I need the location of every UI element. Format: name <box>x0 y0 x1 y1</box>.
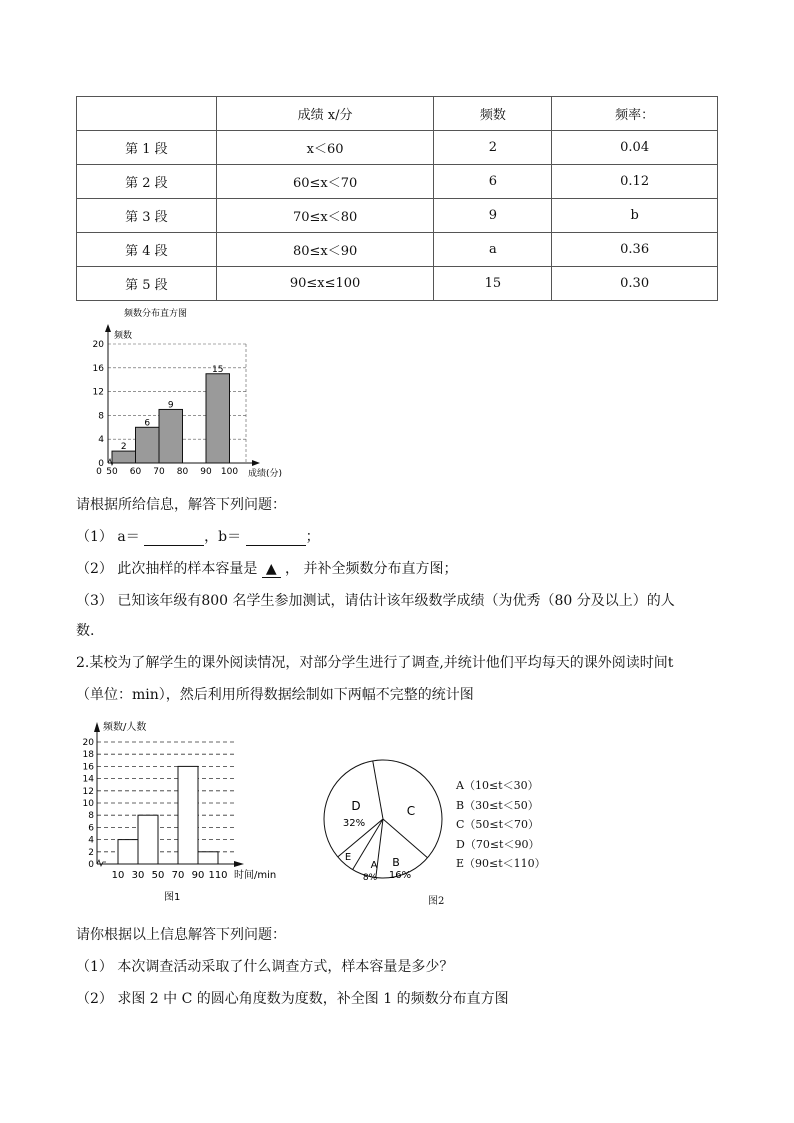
table-header-cell: 频数 <box>434 97 552 131</box>
table-cell: 0.12 <box>552 165 718 199</box>
bar-data-label: 9 <box>167 400 174 411</box>
q2-prefix: （2） 此次抽样的样本容量是 <box>76 561 258 577</box>
problem-2-question-2: （2） 求图 2 中 C 的圆心角度数为度数，补全图 1 的频数分布直方图 <box>76 991 509 1007</box>
histogram-bar <box>178 766 198 864</box>
y-tick-label: 0 <box>88 860 94 870</box>
table-cell: 0.30 <box>552 267 718 301</box>
question-2 <box>76 558 458 578</box>
table-row <box>77 165 718 199</box>
x-tick-label: 110 <box>208 870 228 881</box>
pie-slice-label: D <box>351 799 361 813</box>
x-tick-label: 0 <box>96 467 102 477</box>
y-axis-arrow <box>105 324 111 332</box>
table-cell: b <box>552 199 718 233</box>
pie-slice-label: E <box>344 852 352 863</box>
pie-legend-item: E（90≤t＜110） <box>456 857 546 870</box>
question-intro: 请根据所给信息，解答下列问题： <box>76 497 286 513</box>
x-axis-arrow <box>234 861 244 867</box>
bar-data-label: 6 <box>144 418 151 429</box>
histogram-bar <box>136 427 160 463</box>
figure-1-caption: 图1 <box>164 892 181 903</box>
table-cell: 70≤x＜80 <box>216 199 434 233</box>
y-tick-label: 16 <box>82 762 94 773</box>
y-tick-label: 18 <box>82 750 94 761</box>
q1-mid: ，b＝ <box>204 529 242 545</box>
table-cell: 9 <box>434 199 552 233</box>
score-histogram <box>76 306 296 486</box>
x-tick-label: 100 <box>220 467 239 477</box>
x-axis-arrow <box>252 460 260 466</box>
table-cell: 6 <box>434 165 552 199</box>
q2-end: ， 并补全频数分布直方图； <box>285 561 458 577</box>
y-tick-label: 16 <box>92 363 104 374</box>
y-tick-label: 8 <box>88 811 94 822</box>
x-axis-label: 时间/min <box>234 870 277 881</box>
histogram-bar <box>138 815 158 864</box>
histogram-bar <box>198 852 218 864</box>
table-cell: 0.36 <box>552 233 718 267</box>
table-cell: x＜60 <box>216 131 434 165</box>
question-3-line2: 数. <box>76 623 95 639</box>
pie-legend-item: A（10≤t＜30） <box>456 779 539 792</box>
table-cell: 60≤x＜70 <box>216 165 434 199</box>
y-axis-arrow <box>94 722 100 732</box>
y-tick-label: 2 <box>88 847 94 858</box>
y-tick-label: 10 <box>82 799 94 809</box>
chart-title: 频数分布直方图 <box>124 309 188 319</box>
table-header-cell: 频率： <box>552 97 718 131</box>
table-cell: 第 1 段 <box>77 131 217 165</box>
y-tick-label: 6 <box>88 823 94 834</box>
x-tick-label: 90 <box>200 467 212 477</box>
y-tick-label: 8 <box>98 411 104 422</box>
table-header-cell <box>77 97 217 131</box>
table-row <box>77 233 718 267</box>
y-tick-label: 4 <box>98 435 104 446</box>
answer-blank-b[interactable] <box>246 531 306 546</box>
pie-legend-item: C（50≤t＜70） <box>456 818 540 831</box>
pie-slice-label: A <box>370 860 378 871</box>
table-cell: 90≤x≤100 <box>216 267 434 301</box>
table-row <box>77 131 718 165</box>
q1-prefix: （1） a＝ <box>76 529 140 545</box>
histogram-bar <box>206 374 230 463</box>
table-cell: 第 3 段 <box>77 199 217 233</box>
table-header-cell: 成绩 x/分 <box>216 97 434 131</box>
histogram-bar <box>112 451 136 463</box>
table-row <box>77 199 718 233</box>
x-tick-label: 30 <box>131 870 145 881</box>
x-tick-label: 60 <box>129 467 142 477</box>
question-3-line1: （3） 已知该年级有800 名学生参加测试，请估计该年级数学成绩（为优秀（80 分及以上）的人 <box>76 593 675 609</box>
question-1 <box>76 526 320 546</box>
table-cell: 第 4 段 <box>77 233 217 267</box>
x-axis-label: 成绩(分) <box>248 469 283 479</box>
pie-legend-item: B（30≤t＜50） <box>456 798 539 812</box>
y-tick-label: 20 <box>92 340 104 350</box>
problem-2-intro: 请你根据以上信息解答下列问题： <box>76 927 286 943</box>
histogram-bar <box>118 840 138 864</box>
answer-blank-sample-size[interactable]: ▲ <box>262 561 281 578</box>
x-tick-label: 50 <box>106 467 118 477</box>
axis-break <box>97 860 106 866</box>
table-cell: 2 <box>434 131 552 165</box>
table-cell: 第 2 段 <box>77 165 217 199</box>
pie-slice-percent: 32% <box>342 818 366 829</box>
y-tick-label: 0 <box>98 459 104 469</box>
problem-2-question-1: （1） 本次调查活动采取了什么调查方式，样本容量是多少？ <box>76 959 454 975</box>
histogram-bar <box>159 409 183 463</box>
x-tick-label: 80 <box>176 467 189 477</box>
x-tick-label: 10 <box>111 870 125 881</box>
x-tick-label: 70 <box>171 870 185 881</box>
x-tick-label: 90 <box>191 870 205 881</box>
pie-slice-percent: 16% <box>388 870 412 881</box>
table-cell: a <box>434 233 552 267</box>
problem-2-line1: 2.某校为了解学生的课外阅读情况，对部分学生进行了调查,并统计他们平均每天的课外阅读时间t <box>76 655 674 671</box>
y-axis-label: 频数/人数 <box>103 722 147 733</box>
table-cell: 15 <box>434 267 552 301</box>
table-cell: 80≤x＜90 <box>216 233 434 267</box>
y-tick-label: 20 <box>82 738 94 748</box>
pie-slice-label: C <box>406 804 416 818</box>
bar-data-label: 15 <box>212 364 224 375</box>
y-tick-label: 12 <box>82 786 94 797</box>
problem-2-line2: （单位：min），然后利用所得数据绘制如下两幅不完整的统计图 <box>76 687 474 703</box>
table-cell: 第 5 段 <box>77 267 217 301</box>
y-tick-label: 12 <box>92 387 104 398</box>
figure-2-caption: 图2 <box>428 896 445 907</box>
table-header-row <box>77 97 718 131</box>
answer-blank-a[interactable] <box>144 531 204 546</box>
pie-legend <box>456 776 546 874</box>
q1-end: ； <box>305 529 320 545</box>
table-row <box>77 267 718 301</box>
frequency-table <box>76 96 718 301</box>
x-tick-label: 70 <box>153 467 165 477</box>
table-cell: 0.04 <box>552 131 718 165</box>
x-tick-label: 50 <box>151 870 165 881</box>
pie-slice-percent: 8% <box>362 873 378 883</box>
y-axis-label: 频数 <box>114 331 133 341</box>
y-tick-label: 14 <box>82 774 94 785</box>
pie-legend-item: D（70≤t＜90） <box>456 837 540 851</box>
pie-slice-label: B <box>392 856 400 869</box>
reading-time-histogram <box>76 716 286 906</box>
bar-data-label: 2 <box>120 442 127 453</box>
y-tick-label: 4 <box>88 835 94 846</box>
